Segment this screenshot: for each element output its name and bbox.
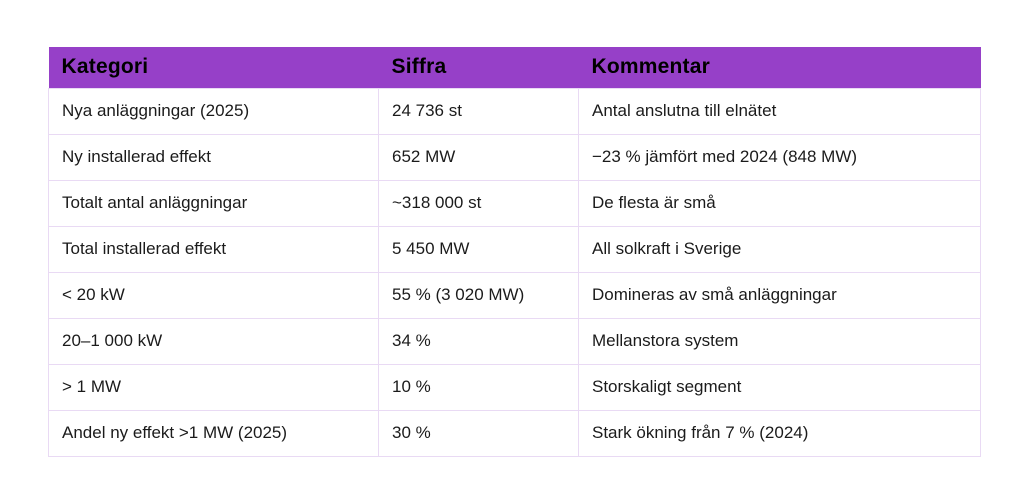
- cell-kategori: Nya anläggningar (2025): [49, 88, 379, 134]
- cell-siffra: 30 %: [379, 410, 579, 456]
- cell-kategori: 20–1 000 kW: [49, 318, 379, 364]
- column-header-siffra: Siffra: [379, 47, 579, 88]
- table-row: [49, 272, 981, 318]
- header-row: [49, 47, 981, 88]
- solar-stats-table-container: [48, 47, 980, 457]
- cell-kategori: Andel ny effekt >1 MW (2025): [49, 410, 379, 456]
- cell-kategori: Totalt antal anläggningar: [49, 180, 379, 226]
- solar-stats-table: [48, 47, 981, 457]
- cell-kommentar: De flesta är små: [579, 180, 981, 226]
- cell-siffra: 10 %: [379, 364, 579, 410]
- cell-kommentar: Stark ökning från 7 % (2024): [579, 410, 981, 456]
- table-row: [49, 364, 981, 410]
- cell-kategori: Total installerad effekt: [49, 226, 379, 272]
- cell-siffra: 55 % (3 020 MW): [379, 272, 579, 318]
- cell-siffra: 652 MW: [379, 134, 579, 180]
- cell-siffra: 34 %: [379, 318, 579, 364]
- column-header-kategori: Kategori: [49, 47, 379, 88]
- cell-kommentar: −23 % jämfört med 2024 (848 MW): [579, 134, 981, 180]
- cell-kommentar: Domineras av små anläggningar: [579, 272, 981, 318]
- table-row: [49, 410, 981, 456]
- table-row: [49, 226, 981, 272]
- table-row: [49, 88, 981, 134]
- cell-kommentar: Storskaligt segment: [579, 364, 981, 410]
- cell-siffra: 5 450 MW: [379, 226, 579, 272]
- table-row: [49, 134, 981, 180]
- table-body: [49, 88, 981, 456]
- cell-siffra: ~318 000 st: [379, 180, 579, 226]
- cell-siffra: 24 736 st: [379, 88, 579, 134]
- cell-kommentar: All solkraft i Sverige: [579, 226, 981, 272]
- cell-kategori: < 20 kW: [49, 272, 379, 318]
- cell-kommentar: Antal anslutna till elnätet: [579, 88, 981, 134]
- table-row: [49, 180, 981, 226]
- cell-kategori: > 1 MW: [49, 364, 379, 410]
- column-header-kommentar: Kommentar: [579, 47, 981, 88]
- table-header: [49, 47, 981, 88]
- table-row: [49, 318, 981, 364]
- cell-kommentar: Mellanstora system: [579, 318, 981, 364]
- cell-kategori: Ny installerad effekt: [49, 134, 379, 180]
